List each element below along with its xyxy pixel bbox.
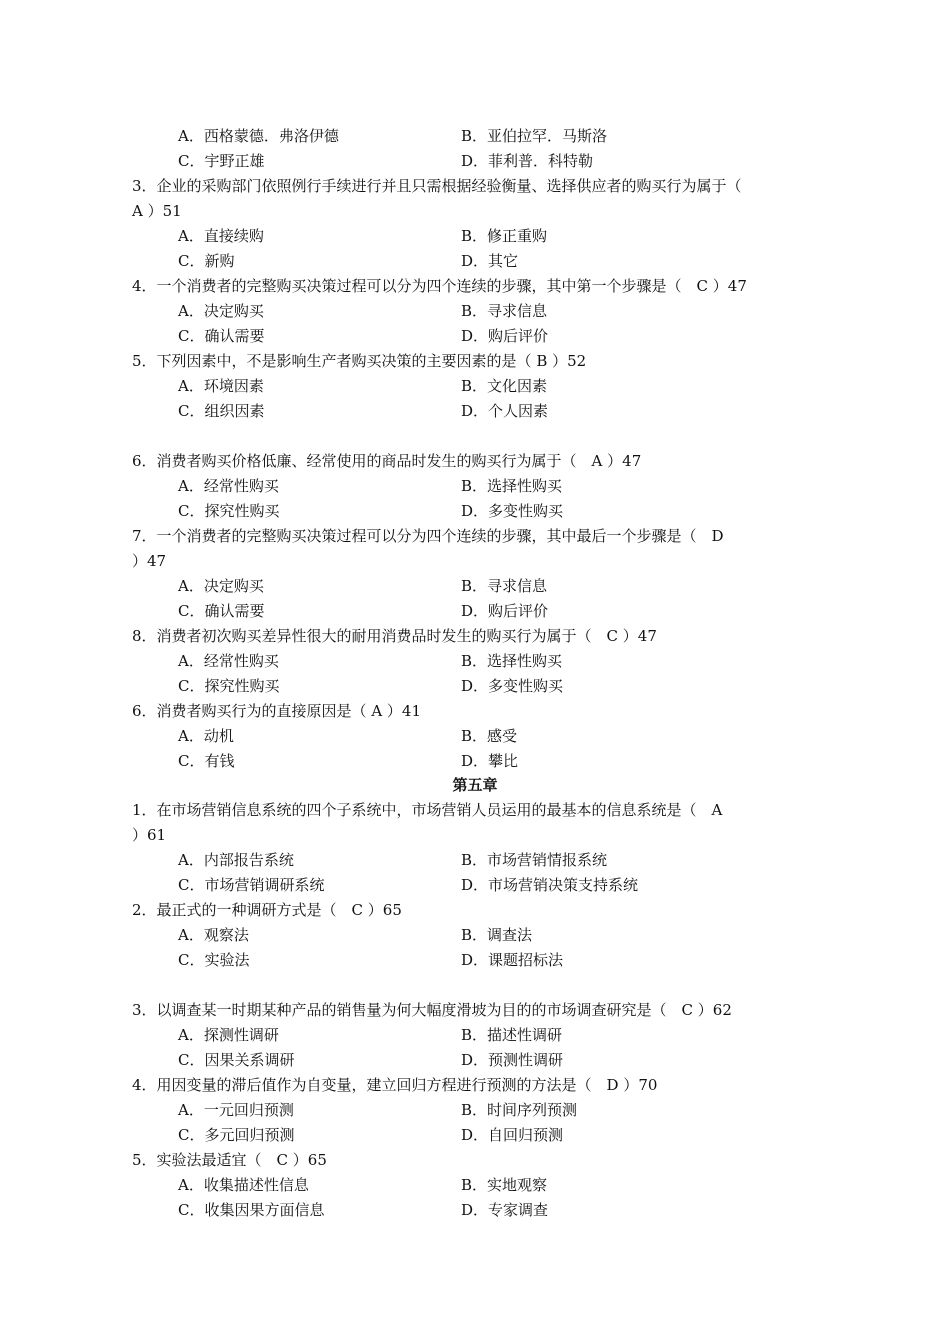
option-text: C．确认需要 [178, 602, 265, 620]
question-text: 1．在市场营销信息系统的四个子系统中，市场营销人员运用的最基本的信息系统是（ A [132, 801, 723, 819]
option-text: B．市场营销情报系统 [461, 851, 608, 869]
option-text: A．经常性购买 [178, 652, 279, 670]
option-text: B．实地观察 [461, 1176, 548, 1194]
option-text: D．市场营销决策支持系统 [461, 876, 639, 894]
question-continuation: ）47 [132, 552, 167, 570]
question-text: 6．消费者购买价格低廉、经常使用的商品时发生的购买行为属于（ A ）47 [132, 452, 642, 470]
question-text: 4．一个消费者的完整购买决策过程可以分为四个连续的步骤，其中第一个步骤是（ C ）47 [132, 277, 747, 295]
option-text: A．一元回归预测 [178, 1101, 294, 1119]
option-text: A．探测性调研 [178, 1026, 279, 1044]
option-text: B．时间序列预测 [461, 1101, 578, 1119]
option-text: D．多变性购买 [461, 677, 564, 695]
option-text: C．有钱 [178, 752, 235, 770]
option-text: A．观察法 [178, 926, 249, 944]
option-text: B．感受 [461, 727, 518, 745]
option-text: A．动机 [178, 727, 234, 745]
option-text: B．调查法 [461, 926, 533, 944]
option-text: B．寻求信息 [461, 302, 548, 320]
option-text: D．购后评价 [461, 602, 549, 620]
chapter-heading: 第五章 [452, 776, 498, 794]
option-text: C．组织因素 [178, 402, 265, 420]
option-text: A．收集描述性信息 [178, 1176, 309, 1194]
option-text: C．实验法 [178, 951, 250, 969]
option-text: C．探究性购买 [178, 677, 280, 695]
question-text: 4．用因变量的滞后值作为自变量，建立回归方程进行预测的方法是（ D ）70 [132, 1076, 658, 1094]
option-text: D．购后评价 [461, 327, 549, 345]
question-text: 5．下列因素中，不是影响生产者购买决策的主要因素的是（ B ）52 [132, 352, 587, 370]
option-text: D．多变性购买 [461, 502, 564, 520]
option-text: A．经常性购买 [178, 477, 279, 495]
option-text: C．探究性购买 [178, 502, 280, 520]
question-text: 5．实验法最适宜（ C ）65 [132, 1151, 327, 1169]
option-text: A．环境因素 [178, 377, 264, 395]
option-text: B．描述性调研 [461, 1026, 563, 1044]
option-text: D．课题招标法 [461, 951, 564, 969]
question-text: 6．消费者购买行为的直接原因是（ A ）41 [132, 702, 422, 720]
question-continuation: ）61 [132, 826, 167, 844]
option-text: D．自回归预测 [461, 1126, 564, 1144]
question-text: 3．企业的采购部门依照例行手续进行并且只需根据经验衡量、选择供应者的购买行为属于（ [132, 177, 742, 195]
option-text: A．直接续购 [178, 227, 264, 245]
question-text: 3．以调查某一时期某种产品的销售量为何大幅度滑坡为目的的市场调查研究是（ C ）62 [132, 1001, 732, 1019]
option-text: C．宇野正雄 [178, 152, 265, 170]
option-text: D．专家调查 [461, 1201, 549, 1219]
option-text: A．西格蒙德．弗洛伊德 [178, 127, 339, 145]
option-text: C．因果关系调研 [178, 1051, 295, 1069]
question-text: 7．一个消费者的完整购买决策过程可以分为四个连续的步骤，其中最后一个步骤是（ D [132, 527, 724, 545]
option-text: B．选择性购买 [461, 477, 563, 495]
option-text: C．确认需要 [178, 327, 265, 345]
option-text: D．菲利普．科特勒 [461, 152, 594, 170]
option-text: B．选择性购买 [461, 652, 563, 670]
question-text: 2．最正式的一种调研方式是（ C ）65 [132, 901, 402, 919]
option-text: D．其它 [461, 252, 519, 270]
option-text: A．决定购买 [178, 577, 264, 595]
question-continuation: A ）51 [132, 202, 182, 220]
option-text: D．个人因素 [461, 402, 549, 420]
question-text: 8．消费者初次购买差异性很大的耐用消费品时发生的购买行为属于（ C ）47 [132, 627, 657, 645]
option-text: C．新购 [178, 252, 235, 270]
option-text: A．决定购买 [178, 302, 264, 320]
option-text: C．收集因果方面信息 [178, 1201, 325, 1219]
option-text: C．市场营销调研系统 [178, 876, 325, 894]
option-text: A．内部报告系统 [178, 851, 294, 869]
option-text: D．攀比 [461, 752, 519, 770]
option-text: B．亚伯拉罕．马斯洛 [461, 127, 608, 145]
option-text: C．多元回归预测 [178, 1126, 295, 1144]
option-text: B．修正重购 [461, 227, 548, 245]
option-text: B．寻求信息 [461, 577, 548, 595]
option-text: D．预测性调研 [461, 1051, 564, 1069]
option-text: B．文化因素 [461, 377, 548, 395]
